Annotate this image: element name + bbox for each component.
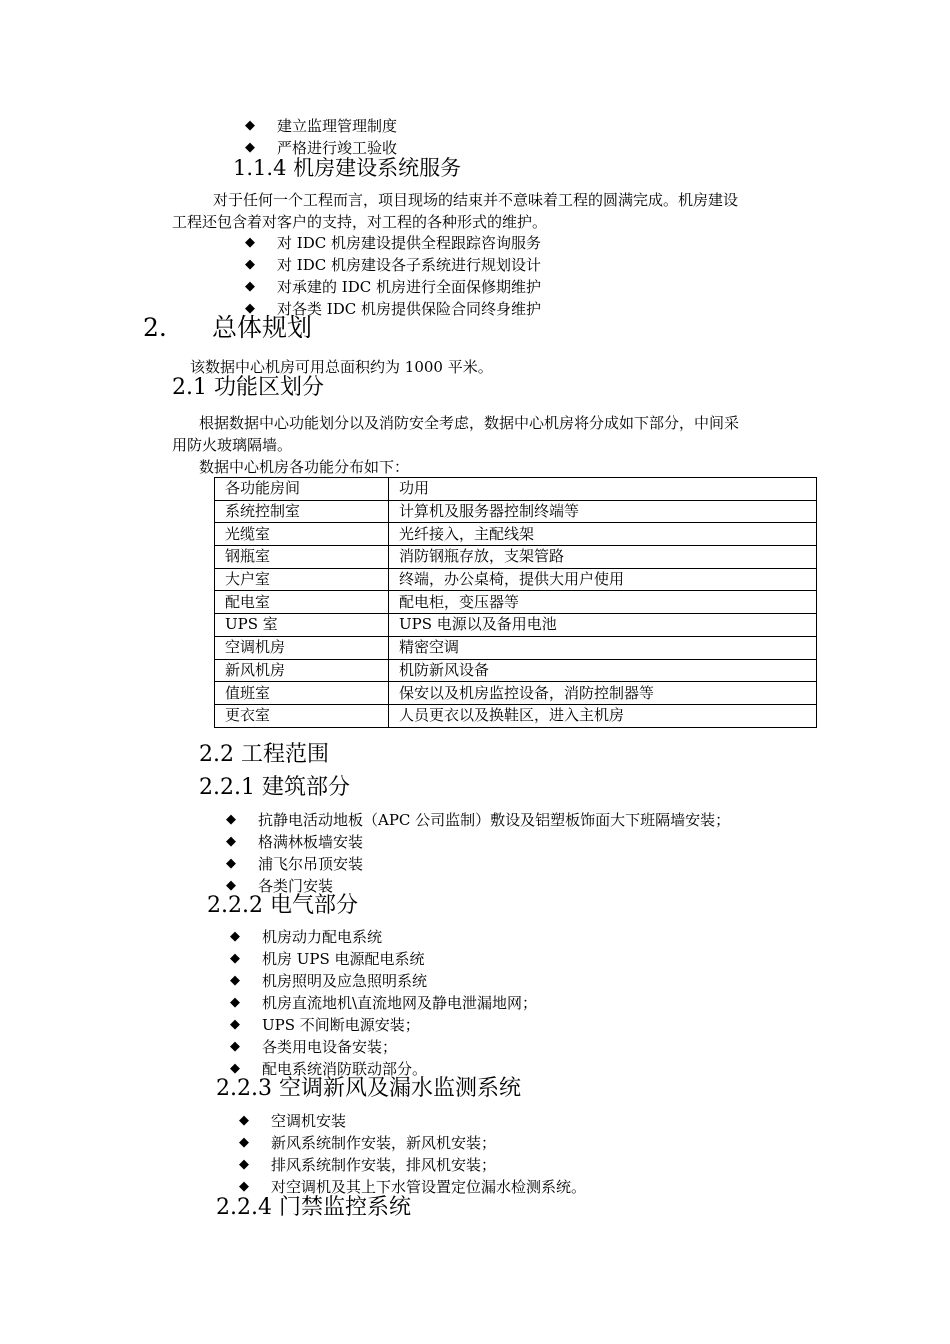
list-item: ◆ 对各类 IDC 机房提供保险合同终身维护 (245, 300, 541, 318)
diamond-bullet-icon: ◆ (230, 1017, 240, 1032)
diamond-bullet-icon: ◆ (230, 1039, 240, 1054)
table-cell: 钢瓶室 (215, 546, 389, 569)
diamond-bullet-icon: ◆ (226, 878, 236, 893)
table-cell: 计算机及服务器控制终端等 (389, 500, 817, 523)
diamond-bullet-icon: ◆ (245, 118, 255, 133)
table-cell: 配电柜，变压器等 (389, 591, 817, 614)
table-row (215, 568, 817, 591)
diamond-bullet-icon: ◆ (239, 1179, 249, 1194)
list-item: ◆ 对空调机及其上下水管设置定位漏水检测系统。 (239, 1178, 587, 1196)
paragraph-1-1-4-line1: 对于任何一个工程而言，项目现场的结束并不意味着工程的圆满完成。机房建设 (213, 191, 739, 209)
table-cell: 光纤接入，主配线架 (389, 523, 817, 546)
building-bullet-list (226, 809, 730, 897)
hvac-bullet-list (239, 1110, 586, 1198)
table-cell: 空调机房 (215, 636, 389, 659)
table-cell: 系统控制室 (215, 500, 389, 523)
list-item: ◆ 各类门安装 (226, 877, 334, 895)
list-item: ◆ 机房动力配电系统 (230, 928, 383, 946)
diamond-bullet-icon: ◆ (239, 1135, 249, 1150)
service-bullet-list (245, 232, 541, 320)
table-cell: 新风机房 (215, 659, 389, 682)
list-item: ◆ 机房照明及应急照明系统 (230, 972, 428, 990)
table-cell: 保安以及机房监控设备，消防控制器等 (389, 682, 817, 705)
table-cell: 光缆室 (215, 523, 389, 546)
list-item: ◆ UPS 不间断电源安装； (230, 1016, 420, 1034)
list-item: ◆ 对承建的 IDC 机房进行全面保修期维护 (245, 278, 541, 296)
list-item: ◆ 机房 UPS 电源配电系统 (230, 950, 425, 968)
table-header-cell: 各功能房间 (215, 478, 389, 501)
paragraph-1-1-4-line2: 工程还包含着对客户的支持，对工程的各种形式的维护。 (172, 213, 548, 231)
list-item: ◆ 新风系统制作安装，新风机安装； (239, 1134, 497, 1152)
diamond-bullet-icon: ◆ (245, 301, 255, 316)
diamond-bullet-icon: ◆ (230, 929, 240, 944)
heading-2-1: 2.1 功能区划分 (172, 375, 324, 400)
diamond-bullet-icon: ◆ (239, 1157, 249, 1172)
table-row (215, 546, 817, 569)
table-cell: 消防钢瓶存放，支架管路 (389, 546, 817, 569)
list-item: ◆ 对 IDC 机房建设各子系统进行规划设计 (245, 256, 541, 274)
diamond-bullet-icon: ◆ (230, 951, 240, 966)
table-header-cell: 功用 (389, 478, 817, 501)
diamond-bullet-icon: ◆ (226, 812, 236, 827)
heading-2-2-2: 2.2.2 电气部分 (207, 893, 358, 918)
list-item: ◆ 严格进行竣工验收 (245, 139, 398, 157)
table-row (215, 523, 817, 546)
list-item: ◆ 空调机安装 (239, 1112, 347, 1130)
paragraph-2-1-line2: 用防火玻璃隔墙。 (172, 436, 293, 454)
diamond-bullet-icon: ◆ (226, 834, 236, 849)
section-2-number: 2. (143, 313, 167, 342)
diamond-bullet-icon: ◆ (230, 1061, 240, 1076)
diamond-bullet-icon: ◆ (239, 1113, 249, 1128)
function-room-table (214, 477, 817, 728)
heading-2-2-1: 2.2.1 建筑部分 (199, 775, 350, 800)
list-item: ◆ 浦飞尔吊顶安装 (226, 855, 364, 873)
table-cell: 大户室 (215, 568, 389, 591)
table-cell: UPS 室 (215, 614, 389, 637)
list-item: ◆ 机房直流地机\直流地网及静电泄漏地网； (230, 994, 538, 1012)
table-row (215, 614, 817, 637)
table-cell: 人员更衣以及换鞋区，进入主机房 (389, 704, 817, 727)
diamond-bullet-icon: ◆ (245, 279, 255, 294)
diamond-bullet-icon: ◆ (245, 140, 255, 155)
top-bullet-list (245, 115, 397, 159)
table-cell: UPS 电源以及备用电池 (389, 614, 817, 637)
list-item: ◆ 抗静电活动地板（APC 公司监制）敷设及铝塑板饰面大下班隔墙安装； (226, 811, 731, 829)
table-row (215, 682, 817, 705)
electrical-bullet-list (230, 926, 537, 1080)
table-row (215, 636, 817, 659)
diamond-bullet-icon: ◆ (226, 856, 236, 871)
table-row (215, 704, 817, 727)
table-cell: 机防新风设备 (389, 659, 817, 682)
heading-2-2-3: 2.2.3 空调新风及漏水监测系统 (216, 1076, 521, 1101)
table-cell: 更衣室 (215, 704, 389, 727)
diamond-bullet-icon: ◆ (245, 257, 255, 272)
diamond-bullet-icon: ◆ (230, 973, 240, 988)
heading-2-2-4: 2.2.4 门禁监控系统 (216, 1195, 411, 1220)
heading-1-1-4: 1.1.4 机房建设系统服务 (233, 156, 462, 180)
table-cell: 终端，办公桌椅，提供大用户使用 (389, 568, 817, 591)
section-2-title: 总体规划 (212, 313, 313, 342)
list-item: ◆ 排风系统制作安装，排风机安装； (239, 1156, 497, 1174)
table-caption: 数据中心机房各功能分布如下： (199, 458, 410, 476)
table-cell: 精密空调 (389, 636, 817, 659)
list-item: ◆ 配电系统消防联动部分。 (230, 1060, 428, 1078)
paragraph-2-1-line1: 根据数据中心功能划分以及消防安全考虑，数据中心机房将分成如下部分，中间采 (199, 414, 740, 432)
list-item: ◆ 各类用电设备安装； (230, 1038, 398, 1056)
table-row (215, 659, 817, 682)
list-item: ◆ 建立监理管理制度 (245, 117, 398, 135)
section-2-intro: 该数据中心机房可用总面积约为 1000 平米。 (190, 358, 493, 376)
table-header-row (215, 478, 817, 501)
table-row (215, 500, 817, 523)
list-item: ◆ 格满林板墙安装 (226, 833, 364, 851)
table-cell: 值班室 (215, 682, 389, 705)
list-item: ◆ 对 IDC 机房建设提供全程跟踪咨询服务 (245, 234, 541, 252)
table-row (215, 591, 817, 614)
diamond-bullet-icon: ◆ (245, 235, 255, 250)
diamond-bullet-icon: ◆ (230, 995, 240, 1010)
heading-2-2: 2.2 工程范围 (199, 742, 329, 767)
table-cell: 配电室 (215, 591, 389, 614)
